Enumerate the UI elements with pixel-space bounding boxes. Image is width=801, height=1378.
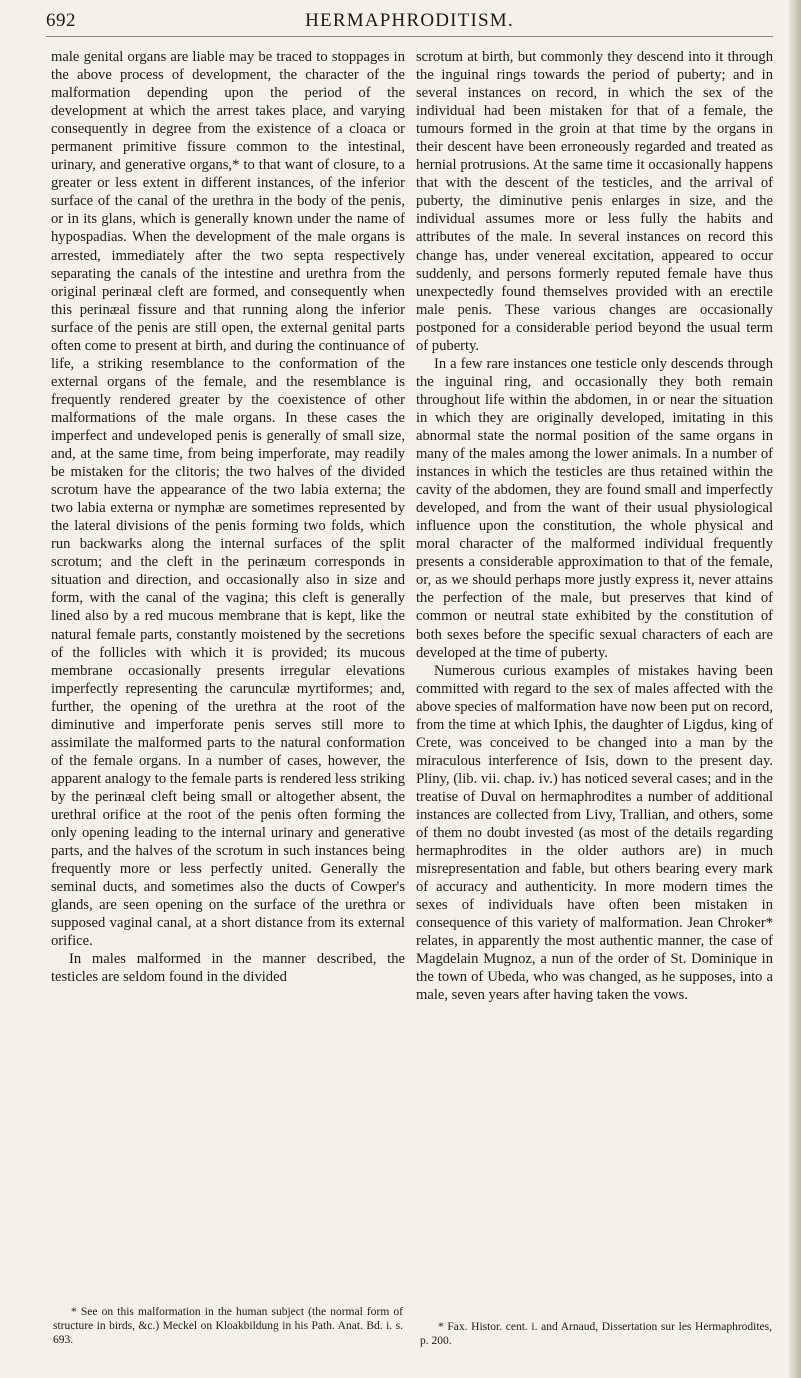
left-column bbox=[51, 48, 405, 986]
left-paragraph-2: In males malformed in the manner described, the testicles are seldom found in the divided bbox=[51, 951, 405, 986]
left-footnote bbox=[53, 1305, 403, 1347]
page-edge-shadow bbox=[789, 0, 801, 1378]
right-footnote-text: * Fax. Histor. cent. i. and Arnaud, Dissertation sur les Hermaphrodites, p. 200. bbox=[420, 1321, 772, 1347]
left-footnote-text: * See on this malformation in the human subject (the normal form of structure in birds, &c.) Meckel on Kloakbildung in his Path. Anat. Bd. i. s. 693. bbox=[53, 1306, 403, 1346]
right-paragraph-2: In a few rare instances one testicle only descends through the inguinal ring, and occasionally they both remain throughout life within the abdomen, in or near the situation in which they are originally developed, imitating in this abnormal state the normal position of the same organs in many of the males among the lower animals. In a number of instances in which the testicles are thus retained within the cavity of the abdomen, they are found small and imperfectly developed, and from the want of their usual physiological influence upon the constitution, the whole physical and moral character of the malformed individual frequently presents a considerable approximation to that of the female, or, as we should perhaps more justly express it, never attains the perfection of the male, but preserves that kind of common or neutral state exhibited by the constitution of both sexes before the specific sexual characters of each are developed at the time of puberty. bbox=[416, 355, 773, 661]
running-title: HERMAPHRODITISM. bbox=[305, 10, 514, 31]
page-header bbox=[46, 6, 773, 37]
page-number: 692 bbox=[46, 10, 76, 31]
right-paragraph-3: Numerous curious examples of mistakes having been committed with regard to the sex of males affected with the above species of malformation have now been put on record, from the time at which Iphis, the daughter of Ligdus, king of Crete, was conceived to be changed into a man by the miraculous interference of Isis, down to the present day. Pliny, (lib. vii. chap. iv.) has noticed several cases; and in the treatise of Duval on hermaphrodites a number of additional instances are collected from Livy, Trallian, and others, some of them no doubt invested (as most of the details regarding hermaphrodites in the older authors are) in much misrepresentation and fable, but others bearing every mark of accuracy and authenticity. In more modern times the sexes of individuals have often been mistaken in consequence of this variety of malformation. Jean Chroker* relates, in apparently the most authentic manner, the case of Magdelain Mugnoz, a nun of the order of St. Dominique in the town of Ubeda, who was changed, as he supposes, into a male, seven years after having taken the vows. bbox=[416, 662, 773, 1004]
right-footnote bbox=[420, 1320, 772, 1348]
right-paragraph-1: scrotum at birth, but commonly they descend into it through the inguinal rings towards the period of puberty; and in several instances on record, in which the sex of the individual had been mistaken for that of a female, the tumours formed in the groin at that time by the organs in their descent have been erroneously regarded and treated as hernial protrusions. At the same time it occasionally happens that with the descent of the testicles, and the arrival of puberty, the diminutive penis enlarges in size, and the individual assumes more or less fully the habits and attributes of the male. In several instances on record this change has, under venereal excitation, appeared to occur suddenly, and persons formerly reputed female have thus unexpectedly found themselves provided with an erectile male penis. These various changes are occasionally postponed for a considerable period beyond the usual term of puberty. bbox=[416, 49, 773, 354]
right-column bbox=[416, 48, 773, 1004]
left-paragraph-1: male genital organs are liable may be traced to stoppages in the above process of development, the character of the malformation depending upon the period of the development at which the arrest takes place, and varying consequently in degree from the existence of a cloaca or permanent primitive fissure common to the intestinal, urinary, and generative organs,* to that want of closure, to a greater or less extent in different instances, of the inferior surface of the canal of the urethra in the body of the penis, or in its glans, which is generally known under the name of hypospadias. When the development of the male organs is arrested, immediately after the two septa respectively separating the canals of the intestine and urethra from the original perinæal cleft are formed, and consequently when this perinæal fissure and that running along the inferior surface of the penis are still open, the external genital parts often come to present at birth, and during the continuance of life, a striking resemblance to the conformation of the external organs of the female, and the resemblance is frequently rendered greater by the coexistence of other malformations of the male organs. In these cases the imperfect and undeveloped penis is generally of small size, and, at the same time, from being imperforate, may readily be mistaken for the clitoris; the two halves of the divided scrotum have the appearance of the two labia externa; the two labia externa or nymphæ are sometimes represented by the lateral divisions of the penis forming two folds, which run backwarks along the internal surfaces of the split scrotum; and the cleft in the perinæum corresponds in situation and direction, and occasionally also in size and form, with the canal of the vagina; this cleft is generally lined also by a red mucous membrane that is kept, like the natural female parts, constantly moistened by the secretions of the follicles with which it is provided; its mucous membrane occasionally presents irregular elevations imperfectly representing the carunculæ myrtiformes; and, further, the opening of the urethra at the root of the diminutive and imperforate penis serves still more to assimilate the malformed parts to the natural conformation of the female organs. In a number of cases, however, the apparent analogy to the female parts is rendered less striking by the perinæal cleft being small or altogether absent, the urethral orifice at the root of the penis often forming the only opening leading to the internal urinary and generative parts, and the halves of the scrotum in such instances being frequently more or less perfectly united. Generally the seminal ducts, and sometimes also the ducts of Cowper's glands, are seen opening on the surface of the urethra or supposed vaginal canal, at a short distance from its external orifice. bbox=[51, 49, 405, 950]
